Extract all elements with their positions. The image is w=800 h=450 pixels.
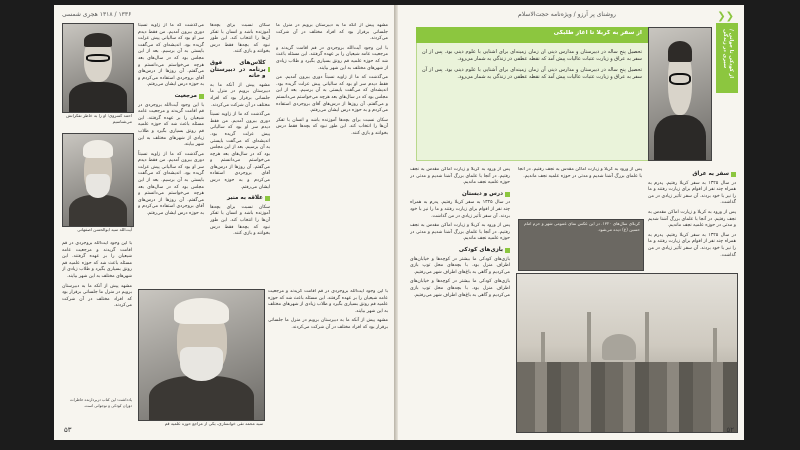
right-page-header: روشنای پر آرزو / ویژه‌نامه حجت‌الاسلام xyxy=(518,11,616,18)
paragraph: سکان نسبت برای بچه‌ها آموزنده باشد و انسان با تفکر آن‌ها را انتخاب کند. این طور نبود که بچه‌ها فقط درس بخوانند و بازی کنند. xyxy=(210,23,270,55)
footnote: یادداشت: این کتاب دربردارنده خاطرات دوران کودکی و نوجوانی است. xyxy=(70,397,132,408)
portrait-photo-3 xyxy=(138,289,265,421)
left-text-column-3 xyxy=(276,23,388,285)
paragraph: سکان نسبت برای بچه‌ها آموزنده باشد و انسان با تفکر آن‌ها را انتخاب کند. این طور نبود که بچه‌ها فقط درس بخوانند و بازی کنند. xyxy=(276,117,388,136)
photo-caption-1: احمد کسروی؛ او را به خاطر تفکراتش می‌شناسیم xyxy=(66,113,132,124)
left-page xyxy=(54,5,395,440)
paragraph: تحصیل پنج ساله در دبیرستان و مدارس دینی آن زمان زمینه‌ای برای آشنایی با علوم دینی بود. پس از آن سفر به عراق و زیارت عتبات عالیات پیش آمد که نقطه عطفی در زندگی به شمار می‌رود. xyxy=(422,66,642,81)
intro-box-title: از سفر به کربلا تا آغاز طلبگی xyxy=(553,30,642,36)
chevron-logo-icon: ❯❯ xyxy=(717,11,734,22)
paragraph: مشهد پیش از آنکه ما به دبیرستان برویم در منزل ما جلساتی برقرار بود که افراد مختلف در آن شرکت می‌کردند. xyxy=(268,318,388,330)
section-heading: علاقه به منبر xyxy=(210,195,270,202)
paragraph: سکان نسبت برای بچه‌ها آموزنده باشد و انسان با تفکر آن‌ها را انتخاب کند. این طور نبود که بچه‌ها فقط درس بخوانند و بازی کنند. xyxy=(210,204,270,237)
paragraph: پس از ورود به کربلا و زیارت اماکن مقدس به نجف رفتیم. در آنجا با علمای بزرگ آشنا شدیم و مدتی در حوزه علمیه نجف ماندیم. xyxy=(648,209,736,229)
paragraph: در سال ۱۳۲۵ به سفر کربلا رفتیم. پدرم به همراه چند نفر از اقوام برای زیارت رفتند و ما را نیز با خود بردند. آن سفر تأثیر زیادی در من گذاشت. xyxy=(648,232,736,258)
right-text-column-2 xyxy=(410,167,510,429)
intro-box-text xyxy=(422,49,642,153)
section-heading: بازی‌های کودکی xyxy=(410,247,510,254)
paragraph: می‌گذشت که ما از زاویه نسبتاً دوری بیرون آمدیم. من فقط دیدم سر او بود که سالیانی پیش عزلت گزیده بود. اندیشه‌ای که می‌گفت بایستی به آن برسیم. بعد از این مجلس بود که در سال‌های بعد هرچه می‌خواستم می‌دانستم و می‌گفتم. آن روزها از درس‌های آقای بروجردی استفاده می‌کردم و به حوزه درس ایشان می‌رفتم. xyxy=(138,23,204,88)
right-text-column-3 xyxy=(518,167,642,217)
paragraph: مشهد پیش از آنکه ما به دبیرستان برویم در منزل ما جلساتی برقرار بود که افراد مختلف در آن شرکت می‌کردند. xyxy=(62,283,132,309)
paragraph: تحصیل پنج ساله در دبیرستان و مدارس دینی آن زمان زمینه‌ای برای آشنایی با علوم دینی بود. پس از آن سفر به عراق و زیارت عتبات عالیات پیش آمد که نقطه عطفی در زندگی به شمار می‌رود. xyxy=(422,49,642,63)
portrait-photo-2 xyxy=(62,133,134,227)
left-text-column-bottom xyxy=(62,241,132,391)
section-heading: کلاس‌های فوق برنامه در دبیرستان و خانه xyxy=(210,60,270,80)
left-page-header: ۱۳۳۶ / ۱۳۱۸ هجری شمسی xyxy=(62,11,132,18)
side-banner-text: از کودکی تا جوانی / سیری در زندگی xyxy=(722,29,734,79)
paragraph: با این وجود آیت‌الله بروجردی در قم اقامت گزیدند و مرجعیت عامه شیعیان را بر عهده گرفتند. این مسئله باعث شد که حوزه علمیه قم رونق بسیاری بگیرد و طلاب زیادی از شهرهای مختلف به این شهر بیایند. xyxy=(138,102,204,148)
section-heading: مرجعیت xyxy=(138,93,204,100)
paragraph: با این وجود آیت‌الله بروجردی در قم اقامت گزیدند و مرجعیت عامه شیعیان را بر عهده گرفتند. این مسئله باعث شد که حوزه علمیه قم رونق بسیاری بگیرد و طلاب زیادی از شهرهای مختلف به این شهر بیایند. xyxy=(276,45,388,71)
paragraph: در سال ۱۳۲۵ به سفر کربلا رفتیم. پدرم به همراه چند نفر از اقوام برای زیارت رفتند و ما را نیز با خود بردند. آن سفر تأثیر زیادی در من گذاشت. xyxy=(648,180,736,206)
paragraph: بازی‌های کودکی ما بیشتر در کوچه‌ها و خیابان‌های اطراف منزل بود. با بچه‌های محل توپ بازی می‌کردیم و گاهی به باغ‌های اطراف شهر می‌رفتیم. xyxy=(410,256,510,275)
section-heading: درس و دبستان xyxy=(410,191,510,198)
paragraph: پس از ورود به کربلا و زیارت اماکن مقدس به نجف رفتیم. در آنجا با علمای بزرگ آشنا شدیم و مدتی در حوزه علمیه نجف ماندیم. xyxy=(410,167,510,186)
photo-caption-3: سید محمد تقی خوانساری، یکی از مراجع حوزه علمیه قم xyxy=(164,421,263,426)
left-text-column-1 xyxy=(138,23,204,285)
paragraph: می‌گذشت که ما از زاویه نسبتاً دوری بیرون آمدیم. من فقط دیدم سر او بود که سالیانی پیش عزلت گزیده بود. اندیشه‌ای که می‌گفت بایستی به آن برسیم. بعد از این مجلس بود که در سال‌های بعد هرچه می‌خواستم می‌دانستم و می‌گفتم. آن روزها از درس‌های آقای بروجردی استفاده می‌کردم و به حوزه درس ایشان می‌رفتم. xyxy=(276,75,388,114)
paragraph: پس از ورود به کربلا و زیارت اماکن مقدس به نجف رفتیم. در آنجا با علمای بزرگ آشنا شدیم و مدتی در حوزه علمیه نجف ماندیم. xyxy=(410,223,510,242)
paragraph: مشهد پیش از آنکه ما به دبیرستان برویم در منزل ما جلساتی برقرار بود که افراد مختلف در آن شرکت می‌کردند. xyxy=(210,82,270,108)
paragraph: می‌گذشت که ما از زاویه نسبتاً دوری بیرون آمدیم. من فقط دیدم سر او بود که سالیانی پیش عزلت گزیده بود. اندیشه‌ای که می‌گفت بایستی به آن برسیم. بعد از این مجلس بود که در سال‌های بعد هرچه می‌خواستم می‌دانستم و می‌گفتم. آن روزها از درس‌های آقای بروجردی استفاده می‌کردم و به حوزه درس ایشان می‌رفتم. xyxy=(138,151,204,217)
paragraph: بازی‌های کودکی ما بیشتر در کوچه‌ها و خیابان‌های اطراف منزل بود. با بچه‌های محل توپ بازی می‌کردیم و گاهی به باغ‌های اطراف شهر می‌رفتیم. xyxy=(410,279,510,298)
paragraph: می‌گذشت که ما از زاویه نسبتاً دوری بیرون آمدیم. من فقط دیدم سر او بود که سالیانی پیش عزلت گزیده بود. اندیشه‌ای که می‌گفت بایستی به آن برسیم. بعد از این مجلس بود که در سال‌های بعد هرچه می‌خواستم می‌دانستم و می‌گفتم. آن روزها از درس‌های آقای بروجردی استفاده می‌کردم و به حوزه درس ایشان می‌رفتم. xyxy=(210,112,270,190)
paragraph: پس از ورود به کربلا و زیارت اماکن مقدس به نجف رفتیم. در آنجا با علمای بزرگ آشنا شدیم و مدتی در حوزه علمیه نجف ماندیم. xyxy=(518,167,642,179)
left-text-column-2 xyxy=(210,23,270,285)
paragraph: با این وجود آیت‌الله بروجردی در قم اقامت گزیدند و مرجعیت عامه شیعیان را بر عهده گرفتند. این مسئله باعث شد که حوزه علمیه قم رونق بسیاری بگیرد و طلاب زیادی از شهرهای مختلف به این شهر بیایند. xyxy=(268,289,388,314)
paragraph: در سال ۱۳۲۵ به سفر کربلا رفتیم. پدرم به همراه چند نفر از اقوام برای زیارت رفتند و ما را نیز با خود بردند. آن سفر تأثیر زیادی در من گذاشت. xyxy=(410,200,510,219)
photo-caption-2: آیت‌الله سید ابوالحسن اصفهانی xyxy=(77,227,132,232)
page-number-left: ۵۳ xyxy=(64,426,72,434)
young-portrait-photo xyxy=(648,27,712,161)
karbala-city-photo xyxy=(516,273,738,433)
portrait-photo-1 xyxy=(62,23,134,113)
side-banner xyxy=(716,23,738,93)
right-page xyxy=(398,5,744,440)
left-text-column-4 xyxy=(268,289,388,419)
page-number-right: ۵۲ xyxy=(726,426,734,434)
paragraph: مشهد پیش از آنکه ما به دبیرستان برویم در منزل ما جلساتی برقرار بود که افراد مختلف در آن شرکت می‌کردند. xyxy=(276,23,388,42)
paragraph: با این وجود آیت‌الله بروجردی در قم اقامت گزیدند و مرجعیت عامه شیعیان را بر عهده گرفتند. این مسئله باعث شد که حوزه علمیه قم رونق بسیاری بگیرد و طلاب زیادی از شهرهای مختلف به این شهر بیایند. xyxy=(62,241,132,279)
archive-photo-caption: کربلای سال‌های ۱۳۲۰. در این عکس نمای عمومی شهر و حرم امام حسین (ع) دیده می‌شود. xyxy=(524,221,640,232)
section-heading: سفر به عراق xyxy=(648,171,736,178)
